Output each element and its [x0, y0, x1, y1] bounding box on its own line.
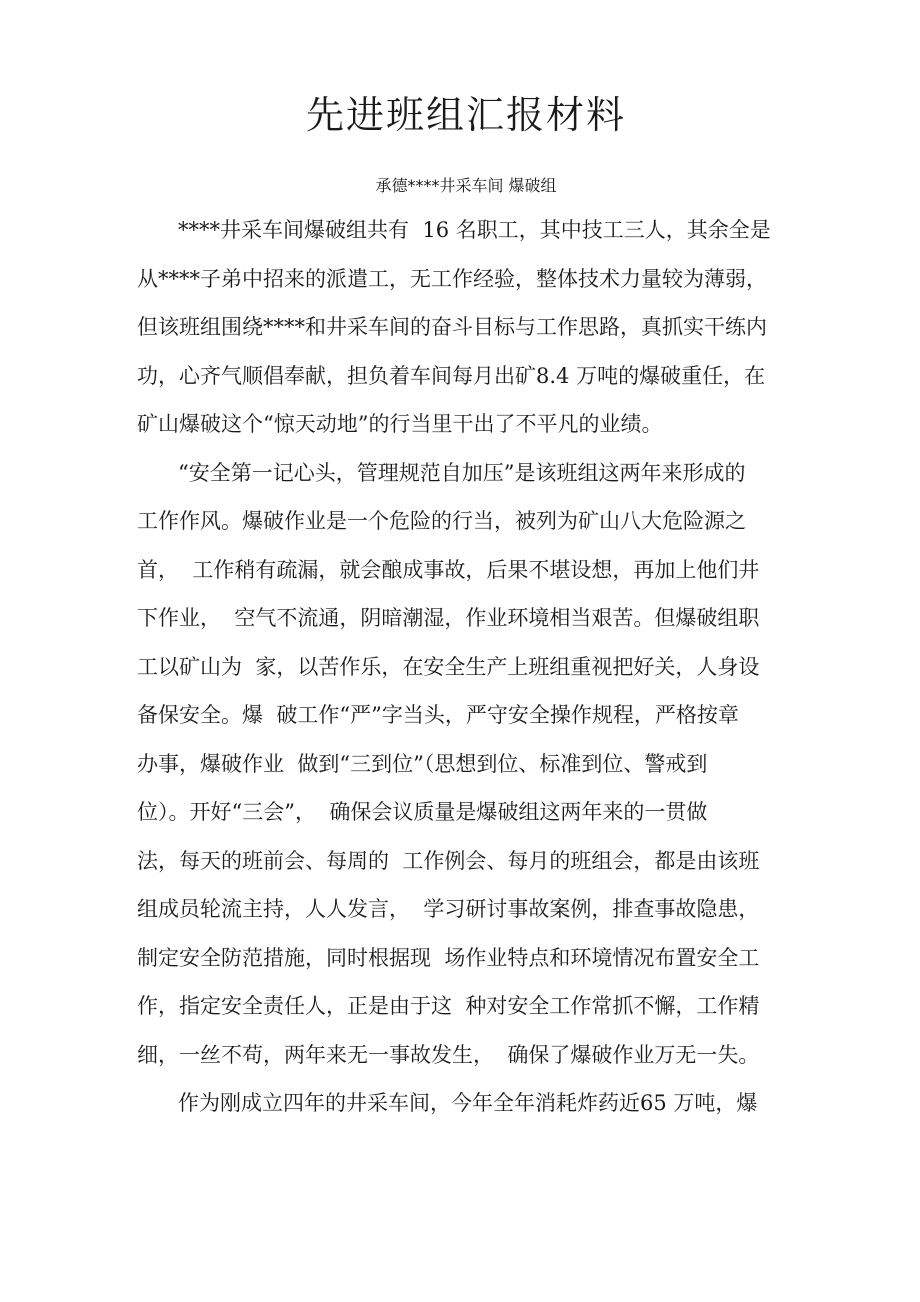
- paragraph-2-line-2: 工作作风。爆破作业是一个危险的行当，被列为矿山八大危险源之: [137, 509, 746, 533]
- paragraph-1-line-4: 功，心齐气顺倡奉献，担负着车间每月出矿8.4 万吨的爆破重任，在: [137, 364, 766, 388]
- paragraph-2-line-5: 工以矿山为 家，以苦作乐，在安全生产上班组重视把好关，人身设: [137, 655, 760, 679]
- paragraph-1-line-3: 但该班组围绕****和井采车间的奋斗目标与工作思路，真抓实干练内: [137, 315, 767, 339]
- paragraph-2-line-7: 办事，爆破作业 做到“三到位”（思想到位、标准到位、警戒到: [137, 752, 708, 776]
- paragraph-2-line-8: 位）。开好“三会”， 确保会议质量是爆破组这两年来的一贯做: [137, 800, 708, 824]
- paragraph-2-line-6: 备保安全。爆 破工作“严”字当头，严守安全操作规程，严格按章: [137, 703, 739, 727]
- document-subtitle: 承德****井采车间 爆破组: [375, 176, 557, 195]
- paragraph-2-line-4: 下作业， 空气不流通，阴暗潮湿，作业环境相当艰苦。但爆破组职: [137, 606, 760, 630]
- paragraph-2-line-3: 首， 工作稍有疏漏，就会酿成事故，后果不堪设想，再加上他们井: [137, 558, 760, 582]
- paragraph-2-line-11: 制定安全防范措施，同时根据现 场作业特点和环境情况布置安全工: [137, 946, 760, 970]
- paragraph-3-line-1: 作为刚成立四年的井采车间，今年全年消耗炸药近65 万吨，爆: [178, 1091, 758, 1115]
- paragraph-1-line-2: 从****子弟中招来的派遣工，无工作经验，整体技术力量较为薄弱，: [137, 267, 767, 291]
- paragraph-1-line-1: ****井采车间爆破组共有 16 名职工，其中技工三人，其余全是: [178, 218, 771, 242]
- paragraph-2-line-10: 组成员轮流主持，人人发言， 学习研讨事故案例，排查事故隐患，: [137, 897, 760, 921]
- paragraph-2-line-12: 作，指定安全责任人，正是由于这 种对安全工作常抓不懈，工作精: [137, 994, 760, 1018]
- paragraph-2-line-1: “安全第一记心头，管理规范自加压”是该班组这两年来形成的: [178, 461, 746, 485]
- document-title: 先进班组汇报材料: [305, 93, 626, 137]
- paragraph-1-line-5: 矿山爆破这个“惊天动地”的行当里干出了不平凡的业绩。: [137, 412, 663, 436]
- paragraph-2-line-9: 法，每天的班前会、每周的 工作例会、每月的班组会，都是由该班: [137, 849, 760, 873]
- paragraph-2-line-13: 细，一丝不苟，两年来无一事故发生， 确保了爆破作业万无一失。: [137, 1043, 760, 1067]
